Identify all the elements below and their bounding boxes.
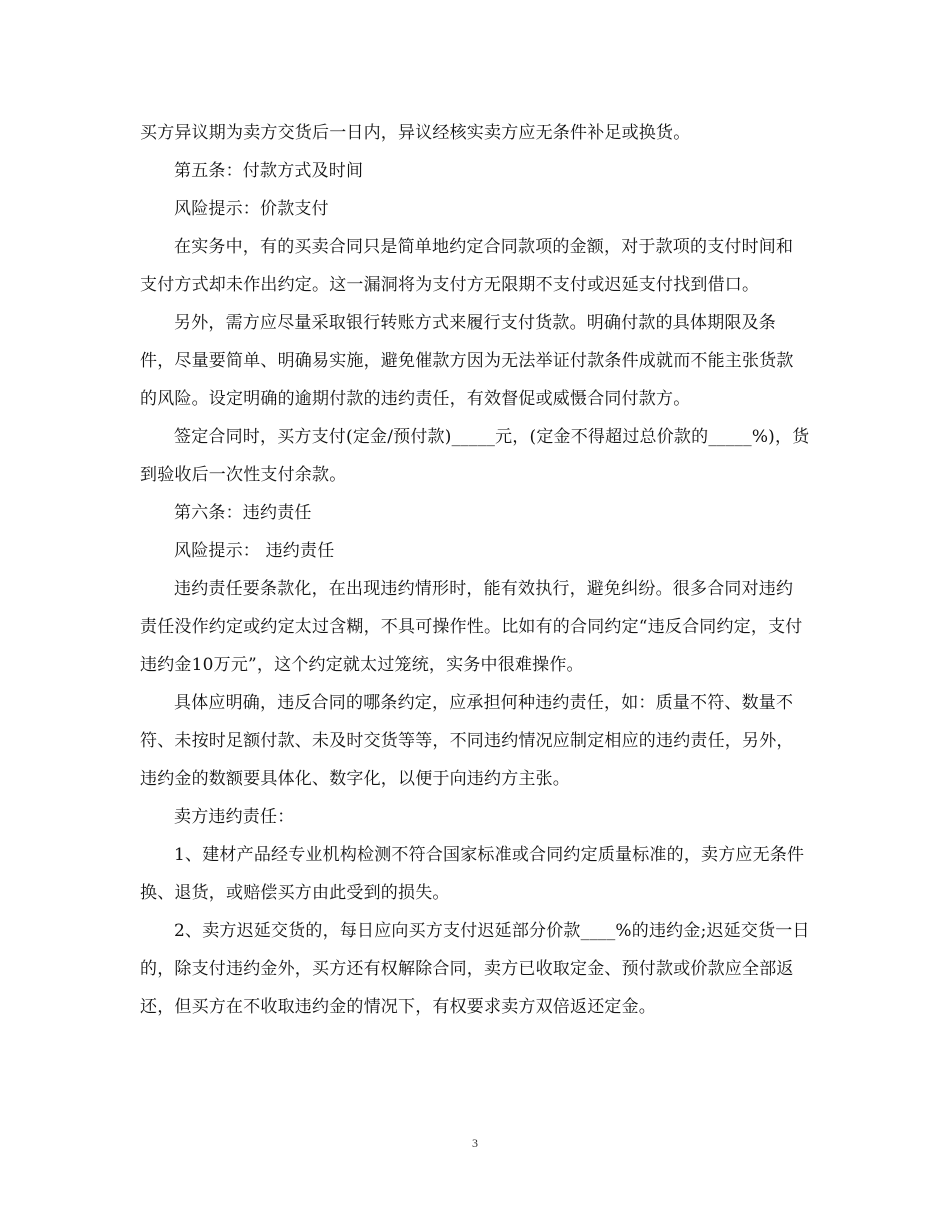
document-body — [140, 114, 810, 1026]
seller-liability-item-1: 1、建材产品经专业机构检测不符合国家标准或合同约定质量标准的，卖方应无条件换、退货，或赔偿买方由此受到的损失。 — [140, 845, 805, 903]
page-number: 3 — [472, 1136, 478, 1150]
paragraph-bank-transfer: 另外，需方应尽量采取银行转账方式来履行支付货款。明确付款的具体期限及条件，尽量要简单、明确易实施，避免催款方因为无法举证付款条件成就而不能主张货款的风险。设定明确的逾期付款的违约责任，有效督促或威慑合同付款方。 — [140, 313, 794, 409]
paragraph-continuation: 买方异议期为卖方交货后一日内，异议经核实卖方应无条件补足或换货。 — [140, 123, 691, 143]
article-5-heading: 第五条：付款方式及时间 — [174, 161, 364, 181]
paragraph-specific-liability: 具体应明确，违反合同的哪条约定，应承担何种违约责任，如：质量不符、数量不符、未按时足额付款、未及时交货等等，不同违约情况应制定相应的违约责任，另外，违约金的数额要具体化、数字化，以便于向违约方主张。 — [140, 693, 794, 789]
risk-tip-payment: 风险提示：价款支付 — [174, 199, 329, 219]
article-6-heading: 第六条：违约责任 — [174, 503, 312, 523]
risk-tip-liability: 风险提示： 违约责任 — [174, 541, 335, 561]
paragraph-deposit-terms: 签定合同时，买方支付(定金/预付款)_____元，(定金不得超过总价款的_____%)，货到验收后一次性支付余款。 — [140, 427, 810, 485]
seller-liability-item-2: 2、卖方迟延交货的，每日应向买方支付迟延部分价款____%的违约金;迟延交货一日的，除支付违约金外，买方还有权解除合同，卖方已收取定金、预付款或价款应全部返还，但买方在不收取违约金的情况下，有权要求卖方双倍返还定金。 — [140, 921, 810, 1017]
seller-liability-heading: 卖方违约责任： — [174, 807, 295, 827]
paragraph-liability-clauses: 违约责任要条款化，在出现违约情形时，能有效执行，避免纠纷。很多合同对违约责任没作约定或约定太过含糊，不具可操作性。比如有的合同约定“违反合同约定，支付违约金10万元”，这个约定就太过笼统，实务中很难操作。 — [140, 579, 803, 675]
paragraph-payment-practice: 在实务中，有的买卖合同只是简单地约定合同款项的金额，对于款项的支付时间和支付方式却未作出约定。这一漏洞将为支付方无限期不支付或迟延支付找到借口。 — [140, 237, 794, 295]
